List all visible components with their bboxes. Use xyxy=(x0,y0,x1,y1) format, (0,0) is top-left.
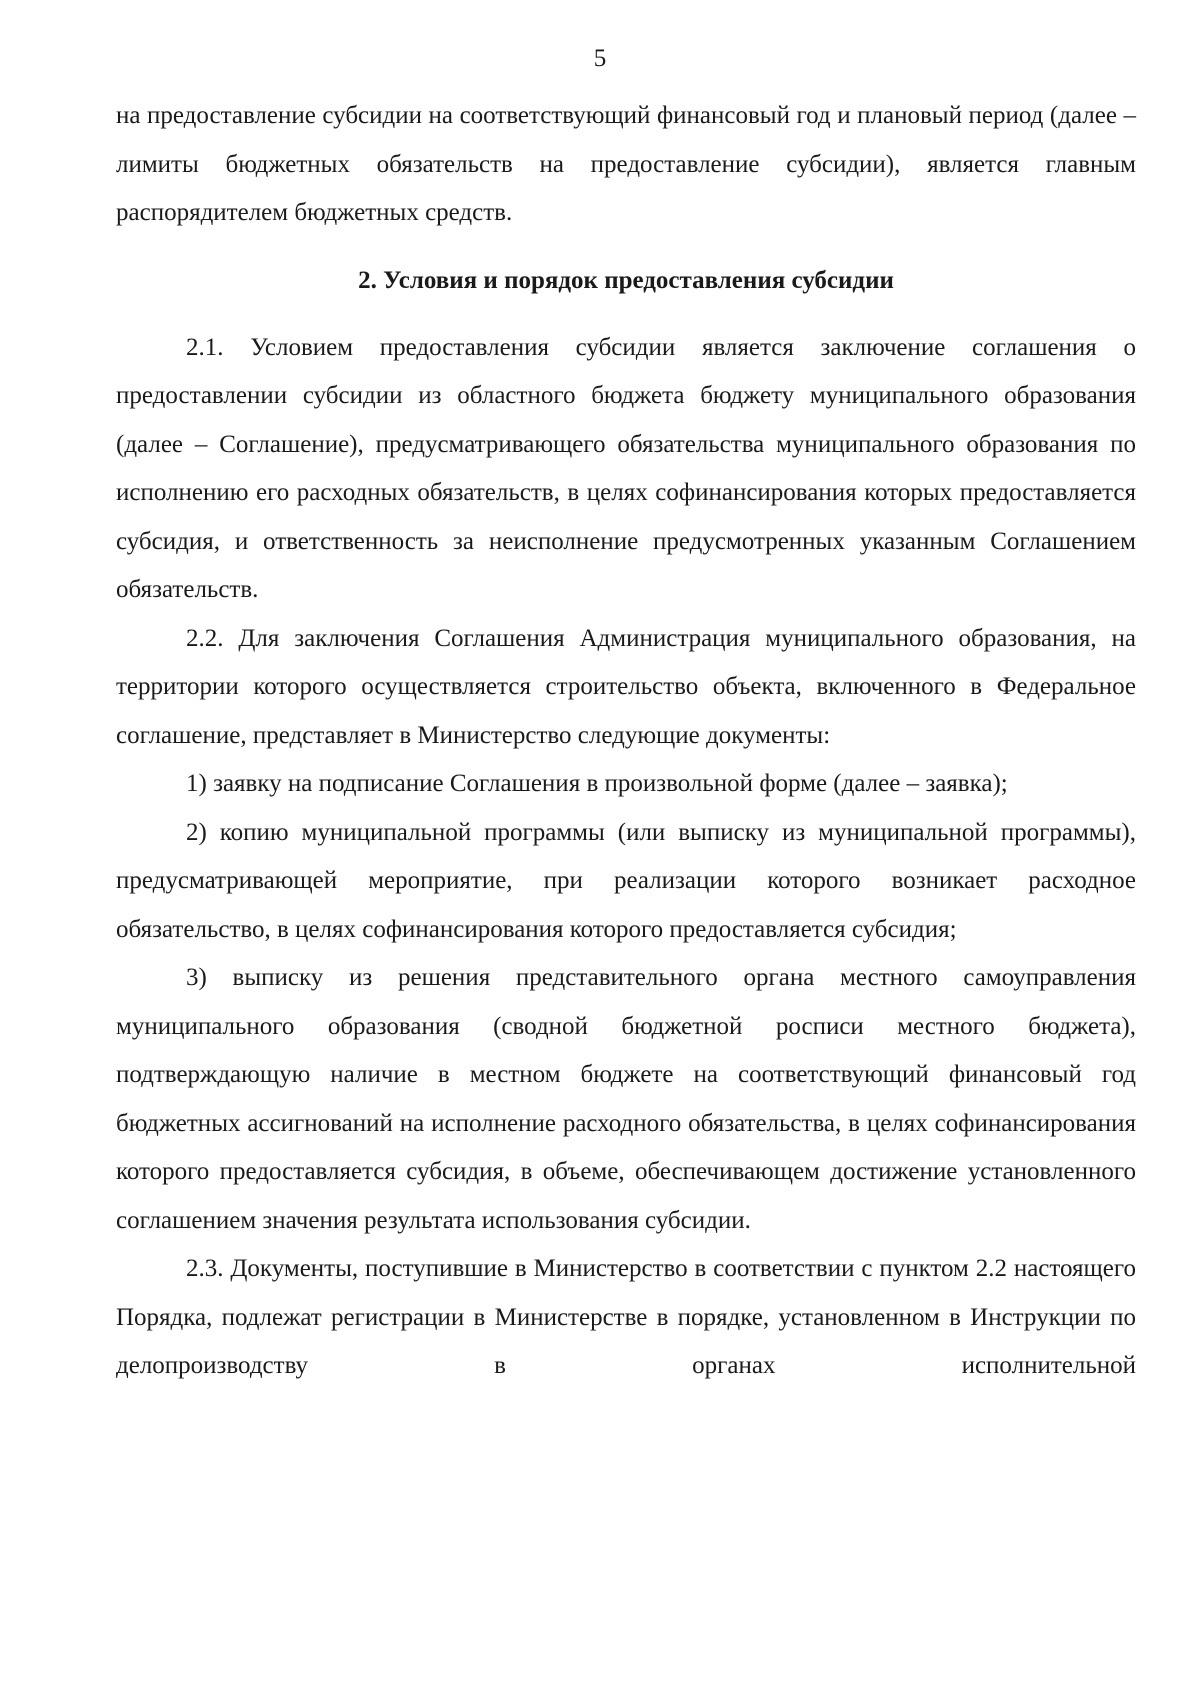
section-heading: 2. Условия и порядок предоставления субсидии xyxy=(358,266,894,294)
list-item-1: 1) заявку на подписание Соглашения в произвольной форме (далее – заявка); xyxy=(186,770,1008,797)
list-item-3: 3) выписку из решения представительного органа местного самоуправления муниципального образования (сводной бюджетной росписи местного бюджета), подтверждающую наличие в местном бюджете на соответствующий финансовый год бюджетных ассигнований на исполнение расходного обязательства, в целях софинансирования которого предоставляется субсидия, в объеме, обеспечивающем достижение установленного соглашением значения результата использования субсидии. xyxy=(116,964,1136,1234)
intro-paragraph: на предоставление субсидии на соответствующий финансовый год и плановый период (далее – лимиты бюджетных обязательств на предоставление субсидии), является главным распорядителем бюджетных средств. xyxy=(116,102,1136,226)
paragraph-2-2: 2.2. Для заключения Соглашения Администрация муниципального образования, на территории которого осуществляется строительство объекта, включенного в Федеральное соглашение, представляет в Министерство следующие документы: xyxy=(116,624,1136,749)
paragraph-2-3: 2.3. Документы, поступившие в Министерство в соответствии с пунктом 2.2 настоящего Порядка, подлежат регистрации в Министерстве в порядке, установленном в Инструкции по делопроизводству в органах исполнительной xyxy=(116,1255,1136,1379)
page-number: 5 xyxy=(593,45,607,72)
list-item-2: 2) копию муниципальной программы (или выписку из муниципальной программы), предусматривающей мероприятие, при реализации которого возникает расходное обязательство, в целях софинансирования которого предоставляется субсидия; xyxy=(116,818,1136,943)
document-body xyxy=(116,92,1136,1391)
paragraph-2-1: 2.1. Условием предоставления субсидии является заключение соглашения о предоставлении субсидии из областного бюджета бюджету муниципального образования (далее – Соглашение), предусматривающего обязательства муниципального образования по исполнению его расходных обязательств, в целях софинансирования которых предоставляется субсидия, и ответственность за неисполнение предусмотренных указанным Соглашением обязательств. xyxy=(116,333,1136,603)
